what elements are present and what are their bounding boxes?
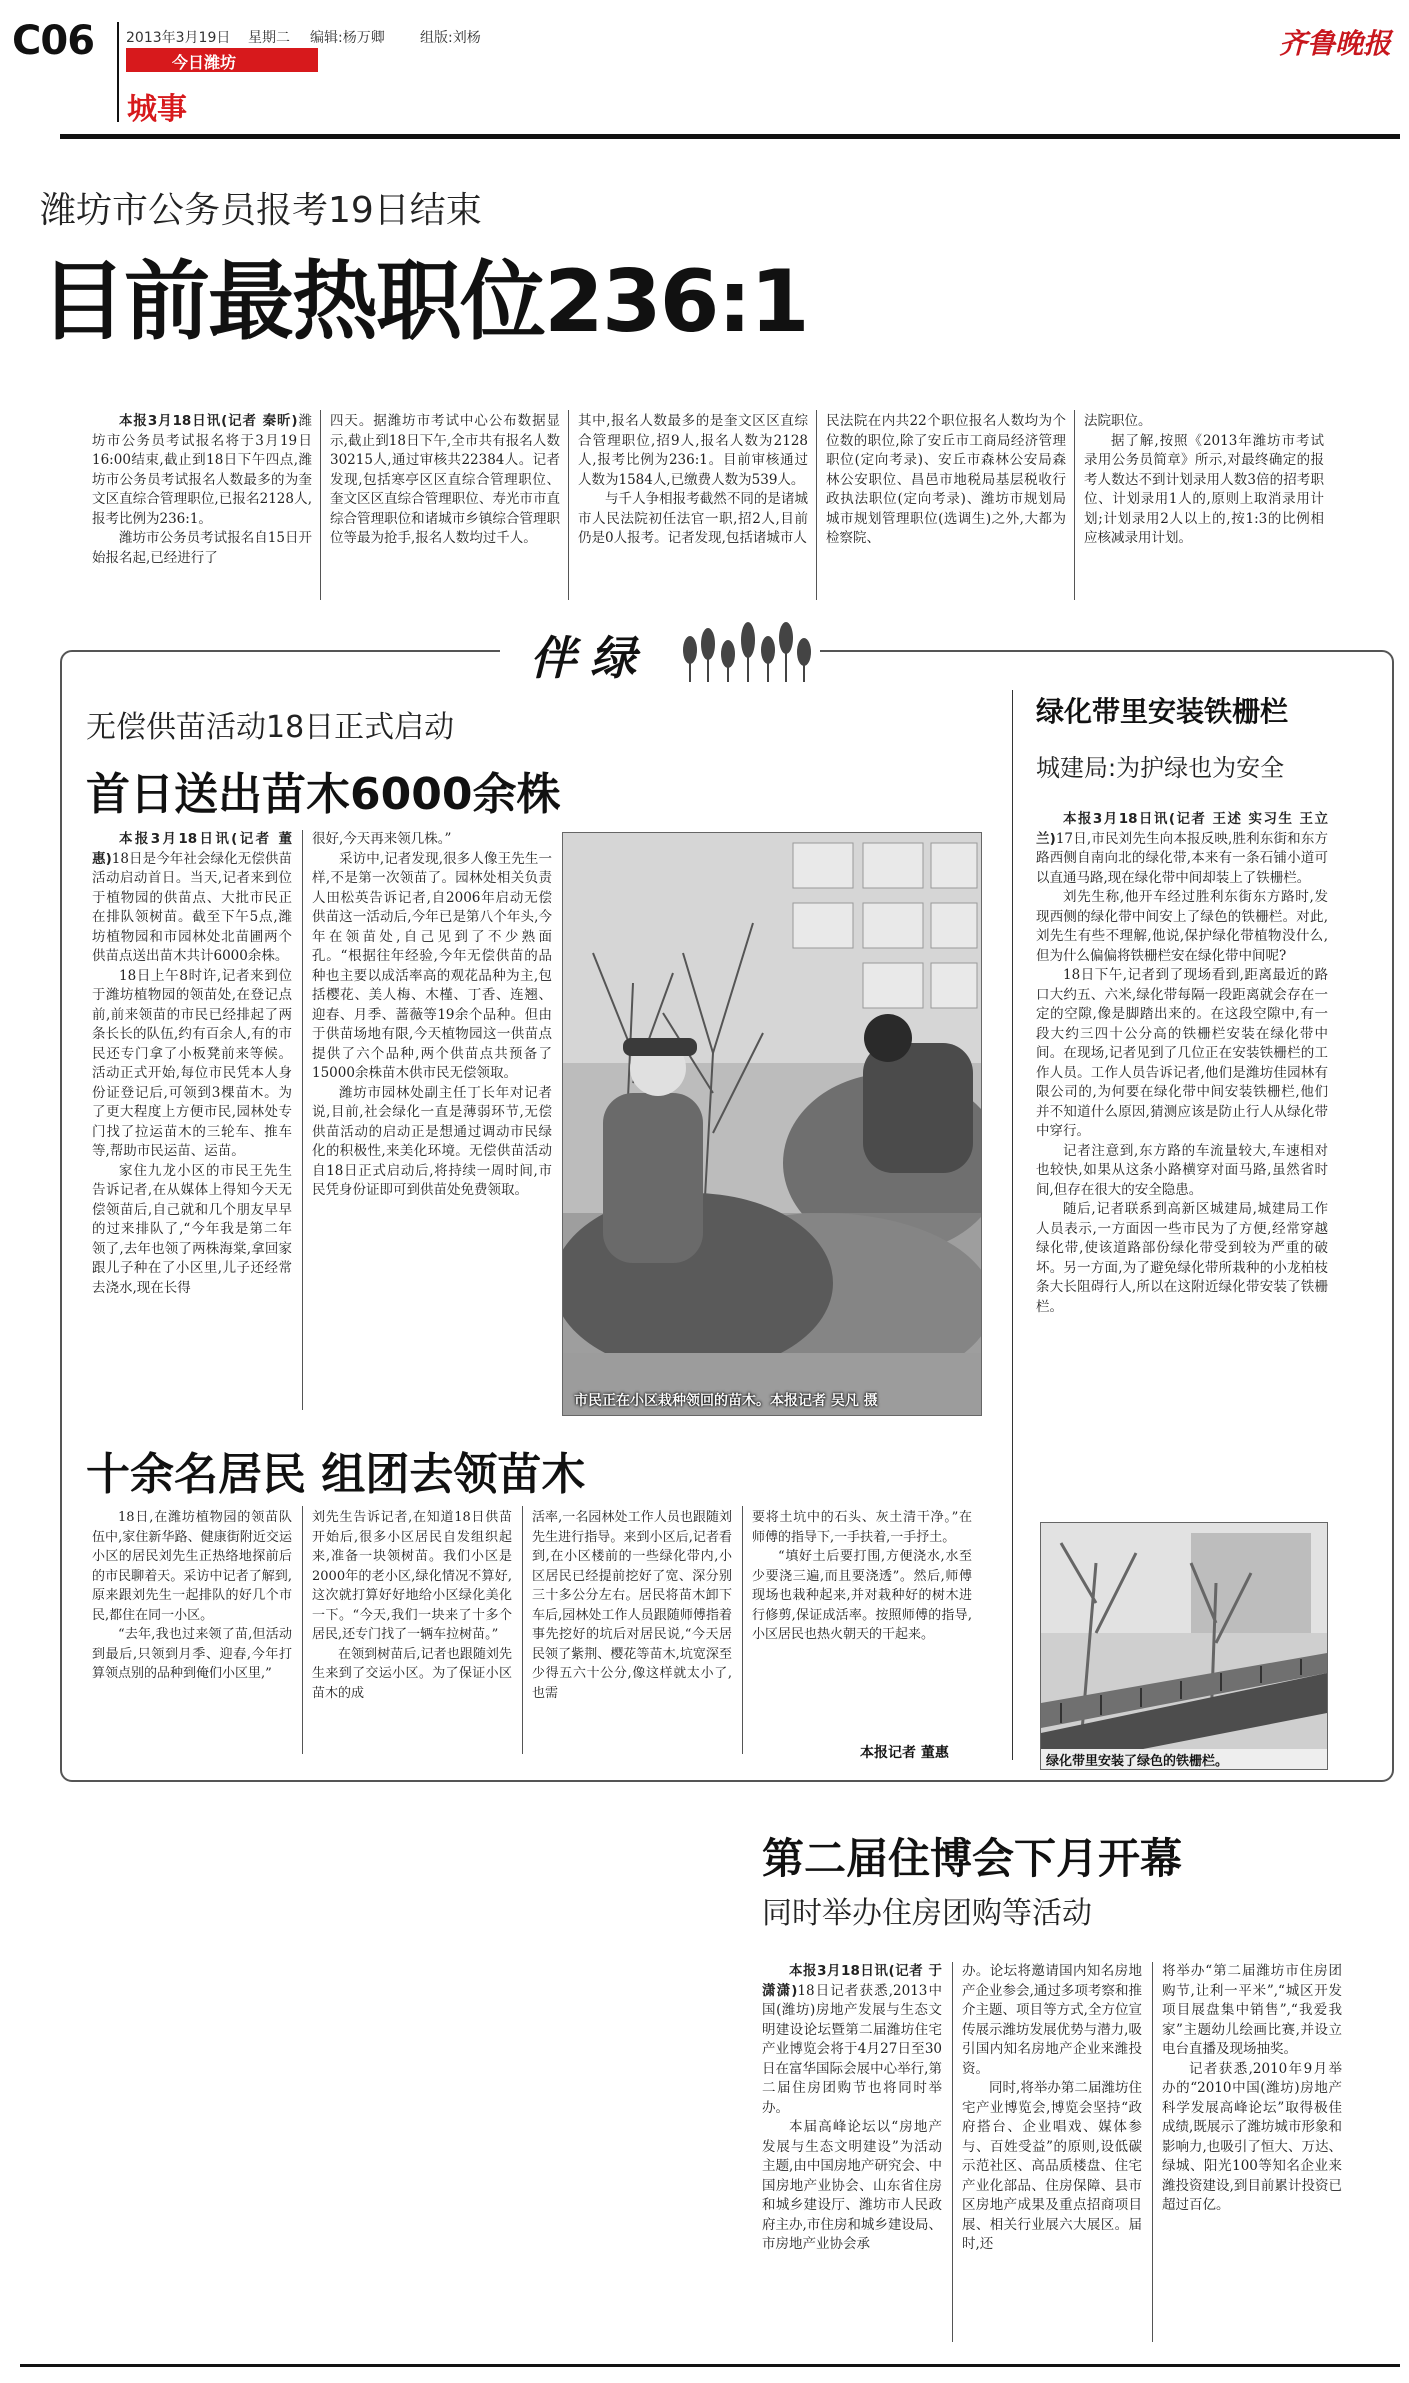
story1-col3: 其中,报名人数最多的是奎文区区直综合管理职位,招9人,报名人数为2128人,报考比例为236:1。目前审核通过人数为1584人,已缴费人数为539人。 与千人争相报考截然不同的是诸城市人民法院初任法官一职,招2人,目前仍是0人报考。记者发现,包括诸城市人	[578, 413, 808, 546]
story3-col3: 活率,一名园林处工作人员也跟随刘先生进行指导。来到小区后,记者看到,在小区楼前的一些绿化带内,小区居民已经提前挖好了宽、深分别三十多公分左右。居民将苗木卸下车后,园林处工作人员跟随师傅指着事先挖好的坑后对居民说,“今天居民领了紫荆、樱花等苗木,坑宽深至少得五六十公分,像这样就太小了,也需	[532, 1510, 732, 1701]
footer-rule	[20, 2364, 1400, 2367]
story5-col2: 办。论坛将邀请国内知名房地产企业参会,通过多项考察和推介主题、项目等方式,全方位宣传展示潍坊发展优势与潜力,吸引国内知名房地产企业来潍投资。 同时,将举办第二届潍坊住宅产业博览会,博览会坚持“政府搭台、企业唱戏、媒体参与、百姓受益”的原则,设低碳示范社区、高品质楼盘、住宅产业化部品、住房保障、县市区房地产成果及重点招商项目展、相关行业展六大展区。届时,还	[962, 1963, 1142, 2252]
divider	[816, 410, 817, 600]
header-vertical-divider	[117, 22, 119, 122]
story2-subtitle: 无偿供苗活动18日正式启动	[86, 710, 455, 745]
planting-photo-caption: 市民正在小区栽种领回的苗木。本报记者 吴凡 摄	[574, 1393, 878, 1409]
planting-photo	[562, 832, 982, 1416]
divider	[320, 410, 321, 600]
story3-headline: 十余名居民 组团去领苗木	[86, 1449, 586, 1500]
story5-col3: 将举办“第二届潍坊市住房团购节,让利一平米”,“城区开发项目展盘集中销售”,“我爱我家”主题幼儿绘画比赛,并设立电台直播及现场抽奖。 记者获悉,2010年9月举办的“2010中国(潍坊)房地产科学发展高峰论坛”取得极佳成绩,既展示了潍坊城市形象和影响力,也吸引了恒大、万达、绿城、阳光100等知名企业来潍投资建设,到目前累计投资已超过百亿。	[1162, 1963, 1342, 2213]
story5-headline: 第二届住博会下月开幕	[762, 1834, 1183, 1883]
story4-body: 本报3月18日讯(记者 王述 实习生 王立兰)17日,市民刘先生向本报反映,胜利东街和东方路西侧自南向北的绿化带,本来有一条石铺小道可以直通马路,现在绿化带中间却装上了铁栅栏。 刘先生称,他开车经过胜利东街东方路时,发现西侧的绿化带中间安上了绿色的铁栅栏。对此,刘先生有些不理解,他说,保护绿化带植物没什么,但为什么偏偏将铁栅栏安在绿化带中间呢? 18日下午,记者到了现场看到,距离最近的路口大约五、六米,绿化带每隔一段距离就会存在一定的空隙,像是脚踏出来的。在这段空隙中,有一段大约三四十公分高的铁栅栏安装在绿化带中间。在现场,记者见到了几位正在安装铁栅栏的工作人员。工作人员告诉记者,他们是潍坊佳园林有限公司的,为何要在绿化带中间安装铁栅栏,他们并不知道什么原因,猜测应该是防止行人从绿化带中穿行。 记者注意到,东方路的车流量较大,车速相对也较快,如果从这条小路横穿对面马路,虽然省时间,但存在很大的安全隐患。 随后,记者联系到高新区城建局,城建局工作人员表示,一方面因一些市民为了方便,经常穿越绿化带,使该道路部份绿化带受到较为严重的破坏。另一方面,为了避免绿化带所栽种的小龙柏枝条大长阻碍行人,所以在这附近绿化带安装了铁栅栏。	[1036, 811, 1328, 1315]
story1-byline: 本报3月18日讯(记者 秦昕)	[119, 413, 298, 429]
header-layout: 组版:刘杨	[420, 30, 481, 46]
fence-photo	[1040, 1522, 1328, 1770]
story2-byline: 本报3月18日讯(记者 董惠)	[92, 831, 292, 867]
header-editor: 编辑:杨万卿	[310, 30, 385, 46]
divider	[522, 1506, 523, 1754]
story2-col1: 本报3月18日讯(记者 董惠)18日是今年社会绿化无偿供苗活动启动首日。当天,记者来到位于植物园的供苗点、大批市民正在排队领树苗。截至下午5点,潍坊植物园和市园林处北苗圃两个供苗点送出苗木共计6000余株。 18日上午8时许,记者来到位于潍坊植物园的领苗处,在登记点前,前来领苗的市民已经排起了两条长长的队伍,约有百余人,有的市民还专门拿了小板凳前来等候。活动正式开始,每位市民凭本人身份证登记后,可领到3棵苗木。为了更大程度上方便市民,园林处专门找了拉运苗木的三轮车、推车等,帮助市民运苗、运苗。 家住九龙小区的市民王先生告诉记者,在从媒体上得知今天无偿领苗后,自己就和几个朋友早早的过来排队了,“今年我是第二年领了,去年也领了两株海棠,拿回家跟儿子种在了小区里,儿子还经常去浇水,现在长得	[92, 831, 292, 1296]
banner-title: 伴绿	[530, 631, 650, 685]
leaves-icon	[670, 610, 820, 690]
story1-col5: 法院职位。 据了解,按照《2013年潍坊市考试录用公务员简章》所示,对最终确定的报考人数达不到计划录用人数3倍的招考职位、计划录用1人的,原则上取消录用计划;计划录用2人以上的,按1:3的比例相应核减录用计划。	[1084, 413, 1324, 546]
story3-col2: 刘先生告诉记者,在知道18日供苗开始后,很多小区居民自发组织起来,准备一块领树苗。我们小区是2000年的老小区,绿化情况不算好,这次就打算好好地给小区绿化美化一下。“今天,我们一块来了十多个居民,还专门找了一辆车拉树苗。” 在领到树苗后,记者也跟随刘先生来到了交运小区。为了保证小区苗木的成	[312, 1510, 512, 1701]
divider	[302, 1506, 303, 1754]
story5-subtitle: 同时举办住房团购等活动	[762, 1896, 1092, 1931]
story3-col1: 18日,在潍坊植物园的领苗队伍中,家住新华路、健康街附近交运小区的居民刘先生正热络地探前后的市民聊着天。采访中记者了解到,原来跟刘先生一起排队的好几个市民,都住在同一小区。 “去年,我也过来领了苗,但活动到最后,只领到月季、迎春,今年打算领点别的品种到俺们小区里,”	[92, 1510, 292, 1681]
section-title: 城事	[127, 92, 187, 127]
header-rule	[60, 134, 1400, 139]
divider	[1012, 690, 1013, 1760]
fence-photo-caption: 绿化带里安装了绿色的铁栅栏。	[1046, 1754, 1229, 1769]
section-tab-label: 今日潍坊	[172, 53, 237, 72]
story1-col2: 四天。据潍坊市考试中心公布数据显示,截止到18日下午,全市共有报名人数30215人,通过审核共22384人。记者发现,包括寒亭区区直综合管理职位、奎文区区直综合管理职位、寿光市市直综合管理职位和诸城市乡镇综合管理职位等最为抢手,报名人数均过千人。	[330, 413, 560, 546]
story3-byline: 本报记者 董惠	[860, 1745, 949, 1761]
story3-col4: 要将土坑中的石头、灰土清干净。”在师傅的指导下,一手扶着,一手抒土。 “填好土后要打围,方便浇水,水至少要浇三遍,而且要浇透”。然后,师傅现场也栽种起来,并对栽种好的树木进行修剪,保证成活率。按照师傅的指导,小区居民也热火朝天的干起来。	[752, 1510, 972, 1642]
story1-headline: 目前最热职位236:1	[40, 252, 808, 352]
story4-subtitle: 城建局:为护绿也为安全	[1036, 754, 1285, 782]
story5-byline: 本报3月18日讯(记者 于潇潇)	[762, 1963, 942, 1999]
header-date: 2013年3月19日	[126, 30, 231, 46]
story4-byline: 本报3月18日讯(记者 王述 实习生 王立兰)	[1036, 811, 1328, 847]
page-number: C06	[12, 18, 95, 64]
header-weekday: 星期二	[248, 30, 290, 46]
divider	[742, 1506, 743, 1754]
masthead-logo: 齐鲁晚报	[1278, 27, 1391, 60]
divider	[1074, 410, 1075, 600]
divider	[952, 1962, 953, 2342]
story4-headline: 绿化带里安装铁栅栏	[1036, 695, 1289, 728]
story2-headline: 首日送出苗木6000余株	[86, 769, 561, 820]
story1-col4: 民法院在内共22个职位报名人数均为个位数的职位,除了安丘市工商局经济管理职位(定向考录)、安丘市森林公安局森林公安职位、昌邑市地税局基层税收行政执法职位(定向考录)、潍坊市规划局城市规划管理职位(选调生)之外,大都为检察院、	[826, 413, 1066, 546]
story1-subtitle: 潍坊市公务员报考19日结束	[40, 190, 482, 231]
divider	[1152, 1962, 1153, 2342]
divider	[568, 410, 569, 600]
story5-col1: 本报3月18日讯(记者 于潇潇)18日记者获悉,2013中国(潍坊)房地产发展与生态文明建设论坛暨第二届潍坊住宅产业博览会将于4月27日至30日在富华国际会展中心举行,第二届住房团购节也将同时举办。 本届高峰论坛以“房地产发展与生态文明建设”为活动主题,由中国房地产研究会、中国房地产业协会、山东省住房和城乡建设厅、潍坊市人民政府主办,市住房和城乡建设局、市房地产业协会承	[762, 1963, 943, 2252]
divider	[302, 830, 303, 1410]
story1-col1: 本报3月18日讯(记者 秦昕)潍坊市公务员考试报名将于3月19日16:00结束,截止到18日下午四点,潍坊市公务员考试报名人数最多的为奎文区直综合管理职位,已报名2128人,报考比例为236:1。 潍坊市公务员考试报名自15日开始报名起,已经进行了	[92, 413, 312, 566]
story2-col2: 很好,今天再来领几株。” 采访中,记者发现,很多人像王先生一样,不是第一次领苗了。园林处相关负责人田松英告诉记者,自2006年启动无偿供苗这一活动后,今年已是第八个年头,今年在领苗处,自己见到了不少熟面孔。“根据往年经验,今年无偿供苗的品种也主要以成活率高的观花品种为主,包括樱花、美人梅、木槿、丁香、连翘、迎春、月季、蔷薇等19余个品种。但由于供苗场地有限,今天植物园这一供苗点提供了六个品种,两个供苗点共预备了15000余株苗木供市民无偿领取。 潍坊市园林处副主任丁长年对记者说,目前,社会绿化一直是薄弱环节,无偿供苗活动的启动正是想通过调动市民绿化的积极性,来美化环境。无偿供苗活动自18日正式启动后,将持续一周时间,市民凭身份证即可到供苗处免费领取。	[312, 831, 552, 1198]
